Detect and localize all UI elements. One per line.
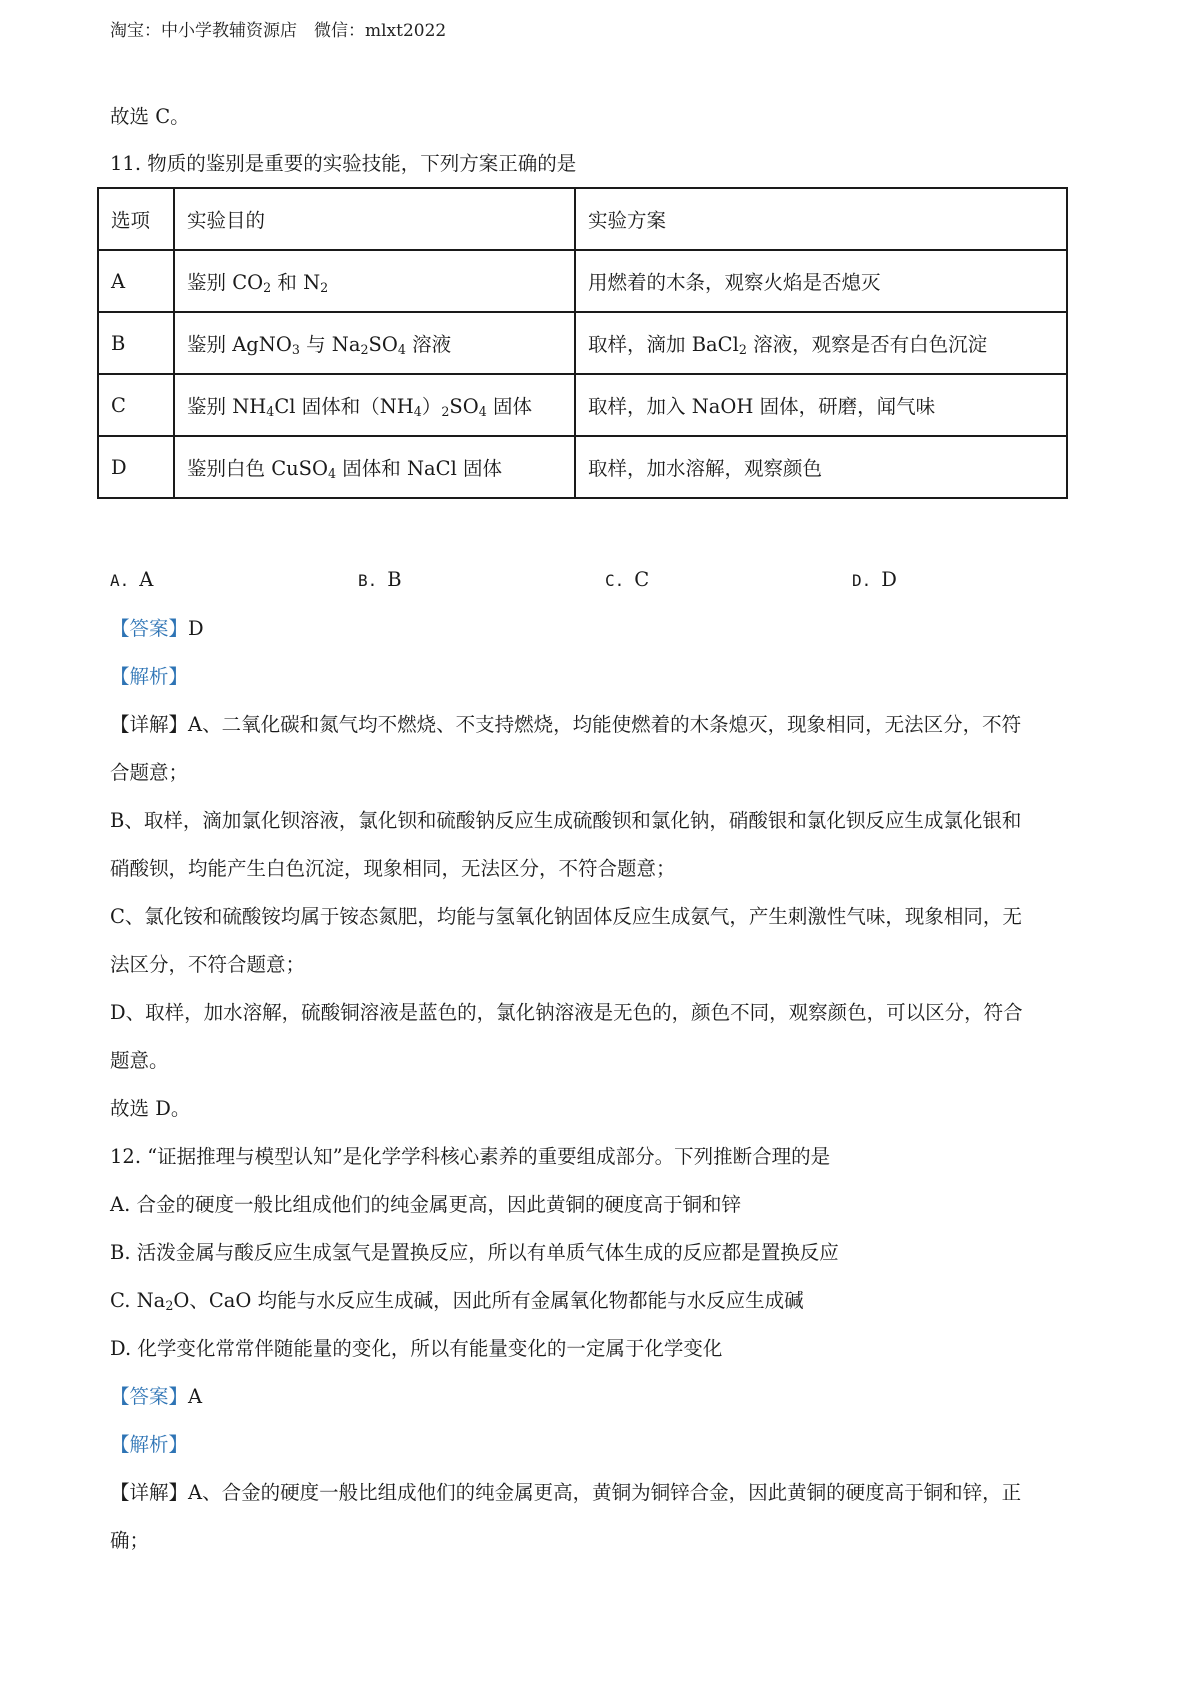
q11-detail-line: 硝酸钡，均能产生白色沉淀，现象相同，无法区分，不符合题意； xyxy=(110,857,676,880)
q11-detail-line: C、氯化铵和硫酸铵均属于铵态氮肥，均能与氢氧化钠固体反应生成氨气，产生刺激性气味，现象相同，无 xyxy=(110,905,1022,928)
table-row xyxy=(98,250,1067,312)
row-plan: 取样，加入 NaOH 固体，研磨，闻气味 xyxy=(575,374,1067,436)
row-purpose: 鉴别白色 CuSO$_4$ 固体和 NaCl 固体 xyxy=(174,436,575,498)
row-plan: 取样，加水溶解，观察颜色 xyxy=(575,436,1067,498)
row-purpose: 鉴别 $NH_4Cl$ 固体和$(NH_4)_2SO_4$ 固体 xyxy=(174,374,575,436)
header-option: 选项 xyxy=(98,188,174,250)
q11-detail-line: 题意。 xyxy=(110,1049,169,1072)
table-row xyxy=(98,374,1067,436)
table-header-row xyxy=(98,188,1067,250)
header-purpose: 实验目的 xyxy=(174,188,575,250)
row-option: D xyxy=(98,436,174,498)
header-plan: 实验方案 xyxy=(575,188,1067,250)
q11-detail-line: 合题意； xyxy=(110,761,189,784)
row-purpose: 鉴别 $CO_2$ 和 $N_2$ xyxy=(174,250,575,312)
row-option: B xyxy=(98,312,174,374)
q11-option-d: D. D xyxy=(852,568,897,591)
row-option: A xyxy=(98,250,174,312)
q11-detail-line: 【详解】A、二氧化碳和氮气均不燃烧、不支持燃烧，均能使燃着的木条熄灭，现象相同，无法区分，不符 xyxy=(110,713,1022,736)
row-plan: 用燃着的木条，观察火焰是否熄灭 xyxy=(575,250,1067,312)
row-purpose: 鉴别 AgNO$_3$ 与 $Na_2SO_4$ 溶液 xyxy=(174,312,575,374)
q11-detail-line: 法区分，不符合题意； xyxy=(110,953,306,976)
row-option: C xyxy=(98,374,174,436)
q11-option-a: A. A xyxy=(110,568,154,591)
q12-analysis-tag: 【解析】 xyxy=(110,1433,189,1456)
q12-option-b: B. 活泼金属与酸反应生成氢气是置换反应，所以有单质气体生成的反应都是置换反应 xyxy=(110,1241,839,1264)
q11-stem: 11. 物质的鉴别是重要的实验技能，下列方案正确的是 xyxy=(110,152,577,175)
q11-detail-line: B、取样，滴加氯化钡溶液，氯化钡和硫酸钠反应生成硫酸钡和氯化钠，硝酸银和氯化钡反应生成氯化银和 xyxy=(110,809,1022,832)
q11-table xyxy=(97,187,1068,499)
q10-conclusion: 故选 C。 xyxy=(110,105,190,128)
q11-option-b: B. B xyxy=(358,568,402,591)
q12-option-a: A. 合金的硬度一般比组成他们的纯金属更高，因此黄铜的硬度高于铜和锌 xyxy=(110,1193,741,1216)
q11-conclusion: 故选 D。 xyxy=(110,1097,191,1120)
row-plan: 取样，滴加 BaCl$_2$ 溶液，观察是否有白色沉淀 xyxy=(575,312,1067,374)
table-row xyxy=(98,312,1067,374)
q11-detail-line: D、取样，加水溶解，硫酸铜溶液是蓝色的，氯化钠溶液是无色的，颜色不同，观察颜色，可以区分，符合 xyxy=(110,1001,1023,1024)
q12-answer: 【答案】A xyxy=(110,1385,203,1408)
q11-answer: 【答案】D xyxy=(110,617,204,640)
q11-option-c: C. C xyxy=(605,568,650,591)
q12-detail-line: 【详解】A、合金的硬度一般比组成他们的纯金属更高，黄铜为铜锌合金，因此黄铜的硬度高于铜和锌，正 xyxy=(110,1481,1022,1504)
watermark-header: 淘宝：中小学教辅资源店 微信：mlxt2022 xyxy=(110,21,447,41)
q12-detail-line: 确； xyxy=(110,1529,150,1552)
table-row xyxy=(98,436,1067,498)
q12-option-c: C. $Na_2O$、CaO 均能与水反应生成碱，因此所有金属氧化物都能与水反应生成碱 xyxy=(110,1289,804,1314)
q11-analysis-tag: 【解析】 xyxy=(110,665,189,688)
q12-stem: 12. “证据推理与模型认知”是化学学科核心素养的重要组成部分。下列推断合理的是 xyxy=(110,1145,831,1168)
q12-option-d: D. 化学变化常常伴随能量的变化，所以有能量变化的一定属于化学变化 xyxy=(110,1337,723,1360)
